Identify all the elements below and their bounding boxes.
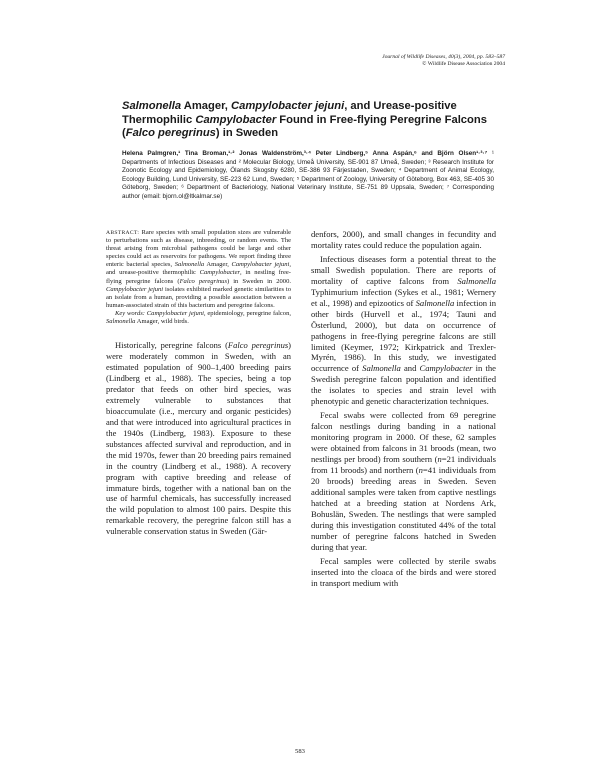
- body-text: Salmonella: [457, 275, 496, 286]
- title-part: Falco peregrinus: [125, 127, 216, 140]
- abstract-text: , in nestling free-flying peregrine falcons (: [106, 269, 291, 285]
- abstract-text: ) in Sweden in 2000.: [227, 277, 291, 285]
- abstract-label: ABSTRACT:: [106, 230, 140, 236]
- title-part: ) in Sweden: [215, 127, 279, 140]
- abstract-text: Campylobacter: [199, 269, 241, 277]
- body-text: Fecal swabs were collected from 69 peregrine falcon nestlings during banding in a national monitoring program in 2000. Of these, 62 samples were obtained from falcons in 31 broods (mean, two nestlings per brood) from southern (: [311, 410, 496, 465]
- abstract-text: Campylobacter jejuni: [106, 285, 164, 293]
- title-part: Campylobacter: [195, 113, 277, 126]
- body-paragraph: denfors, 2000), and small changes in fecundity and mortality rates could reduce the population again.: [311, 229, 496, 250]
- abstract-text: , and urease-positive thermophilic: [106, 261, 292, 277]
- title-part: Found in Free-flying Peregrine Falcons (: [122, 113, 487, 140]
- abstract-text: Falco peregrinus: [179, 277, 227, 285]
- intro-paragraph: [106, 340, 291, 537]
- keyword-text: Campylobacter jejuni: [144, 309, 204, 317]
- body-paragraph: Fecal samples were collected by sterile swabs inserted into the cloaca of the birds and were stored in transport medium with: [311, 555, 496, 588]
- body-text: Infectious diseases form a potential threat to the small Swedish population. There are reports of mortality of captive falcons from: [311, 253, 496, 286]
- abstract: [106, 229, 291, 310]
- body-text: ) were moderately common in Sweden, with an estimated population of 900–1,400 breeding pairs (Lindberg et al., 1988). The species, being a top predator that feeds on other bird species, was extremely vulnerable to substances that bioaccumulate (i.e., mercury and organic pesticides) and that were introduced into agricultural practices in the 1940s (Lindberg, 1983). Exposure to these substances affected survival and reproduction, and in the mid 1970s, fewer than 20 breeding pairs remained in the country (Lindberg et al., 1988). A recovery program with captive breeding and release of immature birds, together with a national ban on the use of harmful chemicals, has successfully increased the wild population to almost 100 pairs. Despite this remarkable recovery, the peregrine falcon still has a vulnerable conservation status in Sweden (Gär-: [106, 340, 292, 537]
- body-text: in the Swedish peregrine falcon population and identified the isolates to species and strain level with phenotypic and genetic characterization techniques.: [311, 363, 496, 407]
- body-paragraph: [311, 254, 496, 407]
- keywords-label: Key words:: [115, 309, 145, 317]
- title-part: Campylobacter jejuni: [231, 100, 345, 112]
- body-text: n: [418, 465, 423, 476]
- body-text: Falco peregrinus: [227, 340, 289, 351]
- body-paragraph: [311, 410, 496, 552]
- keyword-text: Amager, wild birds.: [135, 318, 189, 326]
- right-column: [311, 229, 496, 589]
- body-text: infection in other birds (Hurvell et al., 1974; Tauni and Österlund, 2000), but data on occurrence of pathogens in free-flying peregrine falcons are still limited (Keymer, 1972; Kirkpatrick and Trexler-Myrén, 1986). In this study, we investigated occurrence of: [311, 297, 496, 374]
- body-text: Historically, peregrine falcons (: [115, 340, 228, 351]
- body-text: Typhimurium infection (Sykes et al., 1981; Wernery et al., 1998) and epizootics of: [311, 286, 496, 308]
- keywords: [106, 310, 291, 326]
- body-text: Salmonella: [362, 363, 401, 374]
- author-affiliations: ¹ Departments of Infectious Diseases and ² Molecular Biology, Umeå University, SE-901 87 Umeå, Sweden; ³ Research Institute for Zoonotic Ecology and Epidemiology, Ölands Skogsby 6280, SE-386 93 Färjestaden, Sweden; ⁴ Department of Animal Ecology, Ecology Building, Lund University, SE-223 62 Lund, Sweden; ⁵ Department of Zoology, University of Göteborg, Box 463, SE-405 30 Göteborg, Sweden; ⁶ Department of Bacteriology, National Veterinary Institute, SE-751 89 Uppsala, Sweden; ⁷ Corresponding author (email: bjorn.ol@ltkalmar.se): [122, 150, 494, 200]
- journal-header: [265, 54, 505, 68]
- abstract-text: Amager,: [204, 261, 232, 269]
- body-text: =21 individuals from 11 broods) and northern (: [311, 454, 496, 476]
- author-names: Helena Palmgren,¹ Tina Broman,¹·² Jonas Waldenström,³·⁴ Peter Lindberg,⁵ Anna Aspán,⁶ and Björn Olsen¹·³·⁷: [122, 150, 488, 157]
- article-title: [122, 100, 494, 141]
- body-text: Campylobacter: [419, 363, 473, 374]
- body-text: and: [400, 363, 420, 374]
- title-part: , and Urease-positive Thermophilic: [122, 100, 457, 126]
- journal-citation: Journal of Wildlife Diseases, 40(3), 2004, pp. 583–587: [382, 54, 505, 60]
- abstract-text: Rare species with small population sizes are vulnerable to perturbations such as disease, inbreeding, or random events. The threat arising from microbial pathogens could be large and other species could act as reservoirs for pathogens. We report finding three enteric bacterial species,: [106, 229, 291, 269]
- body-text: =41 individuals from 20 broods) breeding areas in Sweden. Seven additional samples were taken from captive nestlings hatched at a breeding station at Nordens Ark, Bohuslän, Sweden. The nestlings that were sampled during this investigation constituted 44% of the total number of peregrine falcons hatched in Sweden during that year.: [311, 465, 496, 552]
- keyword-text: , epidemiology, peregrine falcon,: [203, 309, 291, 317]
- abstract-text: Salmonella: [174, 261, 205, 269]
- body-text: Salmonella: [415, 297, 455, 308]
- abstract-text: Campylobacter jejuni: [231, 261, 290, 269]
- title-part: Amager,: [181, 100, 232, 112]
- keyword-text: Salmonella: [106, 318, 136, 326]
- title-part: Salmonella: [122, 100, 182, 112]
- author-block: [122, 150, 494, 201]
- body-text: n: [437, 454, 442, 465]
- copyright-line: © Wildlife Disease Association 2004: [422, 60, 505, 67]
- abstract-text: isolates exhibited marked genetic similarities to an isolate from a human, providing a possible association between a human-associated strain of this bacterium and peregrine falcons.: [106, 285, 291, 309]
- left-column: [106, 229, 291, 537]
- page-number: 583: [295, 748, 305, 755]
